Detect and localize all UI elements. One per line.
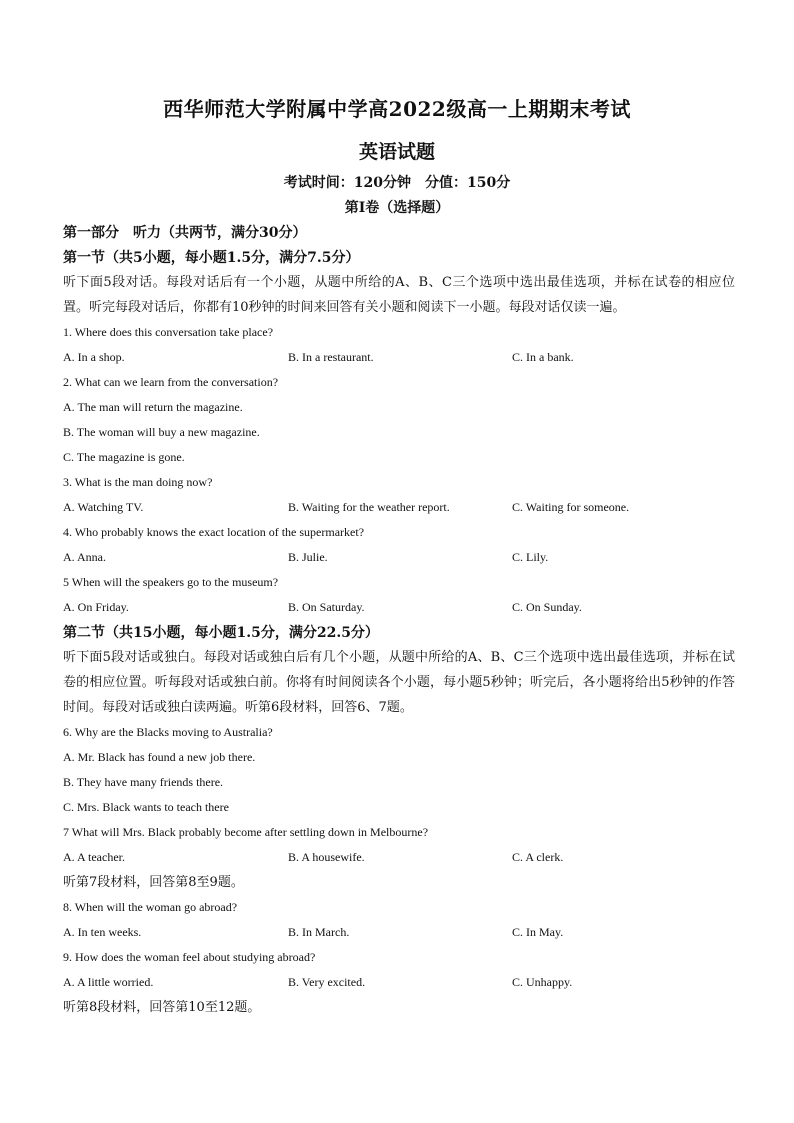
school-title: 西华师范大学附属中学高2022级高一上期期末考试 xyxy=(163,97,631,121)
q4-option-a: A. Anna. xyxy=(63,550,106,564)
q5-option-b: B. On Saturday. xyxy=(288,600,365,614)
q6-option-b: B. They have many friends there. xyxy=(63,775,224,789)
segment-7-note: 听第7段材料，回答第8至9题。 xyxy=(63,875,244,890)
segment-8-note: 听第8段材料，回答第10至12题。 xyxy=(63,1000,261,1015)
q5-option-c: C. On Sunday. xyxy=(512,600,582,614)
q1-option-a: A. In a shop. xyxy=(63,350,125,364)
q5-option-a: A. On Friday. xyxy=(63,600,129,614)
question-7: 7 What will Mrs. Black probably become after settling down in Melbourne? xyxy=(63,825,429,839)
q1-option-c: C. In a bank. xyxy=(512,350,574,364)
q8-option-c: C. In May. xyxy=(512,925,564,939)
q9-option-b: B. Very excited. xyxy=(288,975,366,989)
q6-option-a: A. Mr. Black has found a new job there. xyxy=(63,750,256,764)
q8-option-a: A. In ten weeks. xyxy=(63,925,142,939)
section2-instructions: 听下面5段对话或独白。每段对话或独白后有几个小题，从题中所给的A、B、C三个选项中选出最佳选项，并标在试卷的相应位置。听每段对话或独白前。你将有时间阅读各个小题，每小题5秒钟；听完后，各小题将给出5秒钟的作答时间。每段对话或独白读两遍。听第6段材料，回答6、7题。 xyxy=(63,650,735,715)
q3-option-b: B. Waiting for the weather report. xyxy=(288,500,450,514)
question-3: 3. What is the man doing now? xyxy=(63,475,213,489)
q7-option-a: A. A teacher. xyxy=(63,850,125,864)
q3-option-c: C. Waiting for someone. xyxy=(512,500,630,514)
question-6: 6. Why are the Blacks moving to Australia? xyxy=(63,725,273,739)
q9-option-c: C. Unhappy. xyxy=(512,975,573,989)
q9-option-a: A. A little worried. xyxy=(63,975,154,989)
question-8: 8. When will the woman go abroad? xyxy=(63,900,238,914)
q7-option-b: B. A housewife. xyxy=(288,850,365,864)
q1-option-b: B. In a restaurant. xyxy=(288,350,374,364)
volume-title: 第Ⅰ卷（选择题） xyxy=(344,200,450,216)
q8-option-b: B. In March. xyxy=(288,925,350,939)
exam-info: 考试时间：120分钟 分值：150分 xyxy=(283,175,511,191)
subject-title: 英语试题 xyxy=(358,141,435,163)
q3-option-a: A. Watching TV. xyxy=(63,500,144,514)
question-4: 4. Who probably knows the exact location of the supermarket? xyxy=(63,525,365,539)
q4-option-c: C. Lily. xyxy=(512,550,549,564)
section1-heading: 第一节（共5小题，每小题1.5分，满分7.5分） xyxy=(63,250,360,266)
part1-heading: 第一部分 听力（共两节，满分30分） xyxy=(63,225,307,241)
q7-option-c: C. A clerk. xyxy=(512,850,564,864)
q4-option-b: B. Julie. xyxy=(288,550,328,564)
section2-heading: 第二节（共15小题，每小题1.5分，满分22.5分） xyxy=(63,625,379,641)
question-2: 2. What can we learn from the conversation? xyxy=(63,375,279,389)
question-1: 1. Where does this conversation take place? xyxy=(63,325,274,339)
q2-option-a: A. The man will return the magazine. xyxy=(63,400,243,414)
q2-option-c: C. The magazine is gone. xyxy=(63,450,185,464)
question-9: 9. How does the woman feel about studying abroad? xyxy=(63,950,316,964)
section1-instructions: 听下面5段对话。每段对话后有一个小题，从题中所给的A、B、C三个选项中选出最佳选项，并标在试卷的相应位置。听完每段对话后，你都有10秒钟的时间来回答有关小题和阅读下一小题。每段对话仅读一遍。 xyxy=(63,275,735,315)
question-5: 5 When will the speakers go to the museum? xyxy=(63,575,279,589)
q6-option-c: C. Mrs. Black wants to teach there xyxy=(63,800,229,814)
q2-option-b: B. The woman will buy a new magazine. xyxy=(63,425,260,439)
